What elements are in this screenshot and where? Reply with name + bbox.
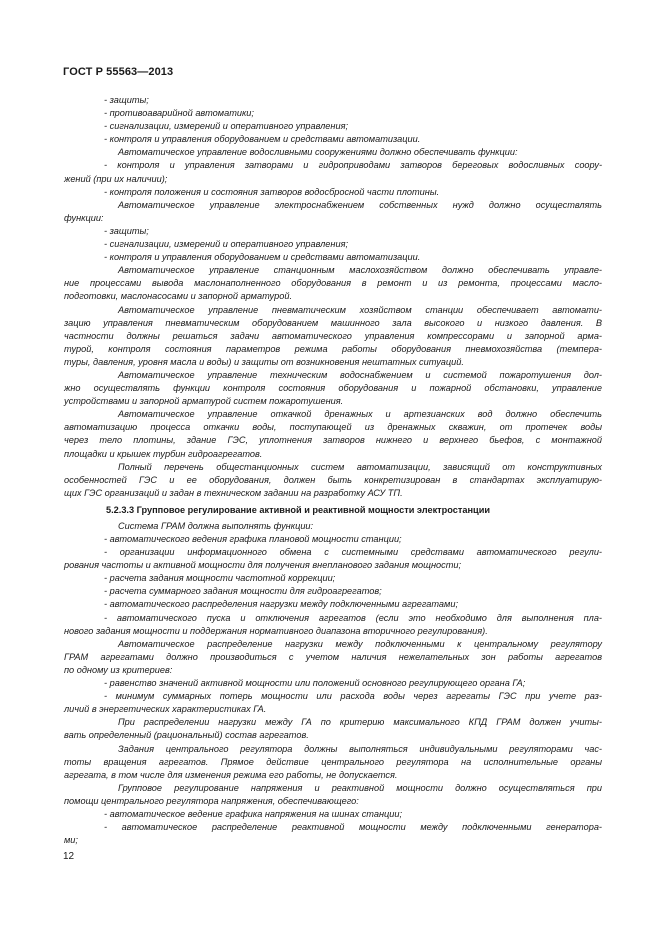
- text-line: - контроля положения и состояния затворов водосбросной части плотины.: [104, 186, 440, 197]
- text-line: по одному из критериев:: [64, 664, 173, 675]
- text-line: нового задания мощности и поддержания нормативного диапазона вторичного регулирования).: [64, 625, 488, 636]
- text-line: ГРАМ агрегатами должно производиться с учетом наличия нежелательных зон работы агрегатов: [64, 651, 602, 662]
- text-line: - защиты;: [104, 225, 149, 236]
- text-line: устройствами и запорной арматурой систем пожаротушения.: [64, 396, 344, 407]
- text-line: Автоматическое управление пневматическим хозяйством станции обеспечивает автомати-: [118, 304, 602, 315]
- text-line: жений (при их наличии);: [64, 173, 168, 184]
- text-line: Автоматическое управление водосливными сооружениями должно обеспечивать функции:: [118, 147, 518, 158]
- text-line: - сигнализации, измерений и оперативного управления;: [104, 121, 349, 132]
- text-line: Автоматическое управление электроснабжением собственных нужд должно осуществлять: [118, 199, 602, 210]
- text-line: Автоматическое управление станционным маслохозяйством должно обеспечивать управле-: [118, 265, 602, 276]
- text-line: помощи центрального регулятора напряжения, обеспечивающего:: [64, 795, 359, 806]
- text-line: агрегата, в том числе для изменения режима его работы, не допускается.: [64, 769, 398, 780]
- text-line: - автоматического пуска и отключения агрегатов (если это необходимо для выполнения пла-: [104, 612, 602, 623]
- text-line: Автоматическое управление откачкой дренажных и артезианских вод должно обеспечить: [118, 409, 602, 420]
- text-line: тоты вращения агрегатов. Прямое действие центрального регулятора на исполнительные органы: [64, 756, 602, 767]
- text-line: - контроля и управления затворами и гидроприводами затворов береговых водосливных соору-: [104, 160, 602, 171]
- text-line: Автоматическое распределение нагрузки между подключенными к центральному регулятору: [118, 638, 602, 649]
- document-body: [64, 94, 602, 847]
- text-line: вать определенный (рациональный) состав агрегатов.: [64, 730, 309, 741]
- text-line: функции:: [64, 212, 104, 223]
- text-line: личий в энергетических характеристиках ГА.: [64, 704, 267, 715]
- text-line: рования частоты и активной мощности для получения внепланового задания мощности;: [64, 560, 462, 571]
- text-line: - расчета задания мощности частотной коррекции;: [104, 573, 336, 584]
- text-line: - контроля и управления оборудованием и средствами автоматизации.: [104, 134, 421, 145]
- text-line: туры, давления, уровня масла и воды) и защиты от возникновения нештатных ситуаций.: [64, 356, 464, 367]
- text-line: щих ГЭС организаций и задан в техническом задании на разработку АСУ ТП.: [64, 487, 403, 498]
- text-line: частности должны решаться задачи автоматического управления компрессорами и запорной арма-: [64, 330, 602, 341]
- text-line: автоматизацию процесса откачки воды, поступающей из дренажных скважин, от протечек воды: [64, 422, 602, 433]
- text-line: турой, контроля состояния параметров режима работы оборудования пневмохозяйства (темпера-: [64, 343, 602, 354]
- text-line: особенностей ГЭС и ее оборудования, должен быть конкретизирован в стандартах эксплуатирую-: [64, 474, 602, 485]
- text-line: Групповое регулирование напряжения и реактивной мощности должно осуществляться при: [118, 782, 602, 793]
- text-line: Система ГРАМ должна выполнять функции:: [118, 520, 314, 531]
- text-line: При распределении нагрузки между ГА по критерию максимального КПД ГРАМ должен учиты-: [118, 717, 602, 728]
- document-header: ГОСТ Р 55563—2013: [63, 66, 174, 78]
- text-line: зацию управления пневматическим оборудованием машинного зала высокого и низкого давления. В: [64, 317, 602, 328]
- text-line: - противоаварийной автоматики;: [104, 108, 254, 119]
- text-line: - защиты;: [104, 95, 149, 105]
- text-line: - расчета суммарного задания мощности для гидроагрегатов;: [104, 586, 382, 597]
- section-heading: 5.2.3.3 Групповое регулирование активной и реактивной мощности электростанции: [106, 504, 490, 515]
- text-line: подготовки, маслонасосами и запорной арматурой.: [64, 291, 293, 302]
- text-line: - минимум суммарных потерь мощности или расхода воды через агрегаты ГЭС при учете раз-: [104, 691, 602, 702]
- text-line: Полный перечень общестанционных систем автоматизации, зависящий от конструктивных: [118, 461, 602, 472]
- text-line: Автоматическое управление техническим водоснабжением и системой пожаротушения дол-: [118, 369, 602, 380]
- text-line: через тело плотины, здание ГЭС, уплотнения затворов нижнего и верхнего бьефов, с монтажной: [64, 435, 602, 446]
- text-line: жно осуществлять функции контроля состояния оборудования и пожарной обстановки, управление: [64, 383, 602, 394]
- text-line: - организации информационного обмена с системными средствами автоматического регули-: [104, 547, 602, 558]
- text-line: Задания центрального регулятора должны выполняться индивидуальными регуляторами час-: [118, 743, 602, 754]
- page-number: 12: [63, 851, 75, 862]
- text-line: ние процессами вывода маслонаполненного оборудования в ремонт и из ремонта, процессами масло-: [64, 278, 602, 289]
- text-line: - автоматическое распределение реактивной мощности между подключенными генератора-: [104, 822, 602, 833]
- text-line: - автоматического распределения нагрузки между подключенными агрегатами;: [104, 599, 459, 610]
- text-line: - равенство значений активной мощности или положений основного регулирующего органа ГА;: [104, 678, 526, 689]
- text-line: - автоматическое ведение графика напряжения на шинах станции;: [104, 808, 403, 819]
- text-line: - автоматического ведения графика плановой мощности станции;: [104, 534, 402, 544]
- text-line: - сигнализации, измерений и оперативного управления;: [104, 239, 349, 250]
- text-line: площадки и крышек турбин гидроагрегатов.: [64, 448, 263, 459]
- text-line: ми;: [64, 835, 78, 846]
- text-line: - контроля и управления оборудованием и средствами автоматизации.: [104, 252, 421, 263]
